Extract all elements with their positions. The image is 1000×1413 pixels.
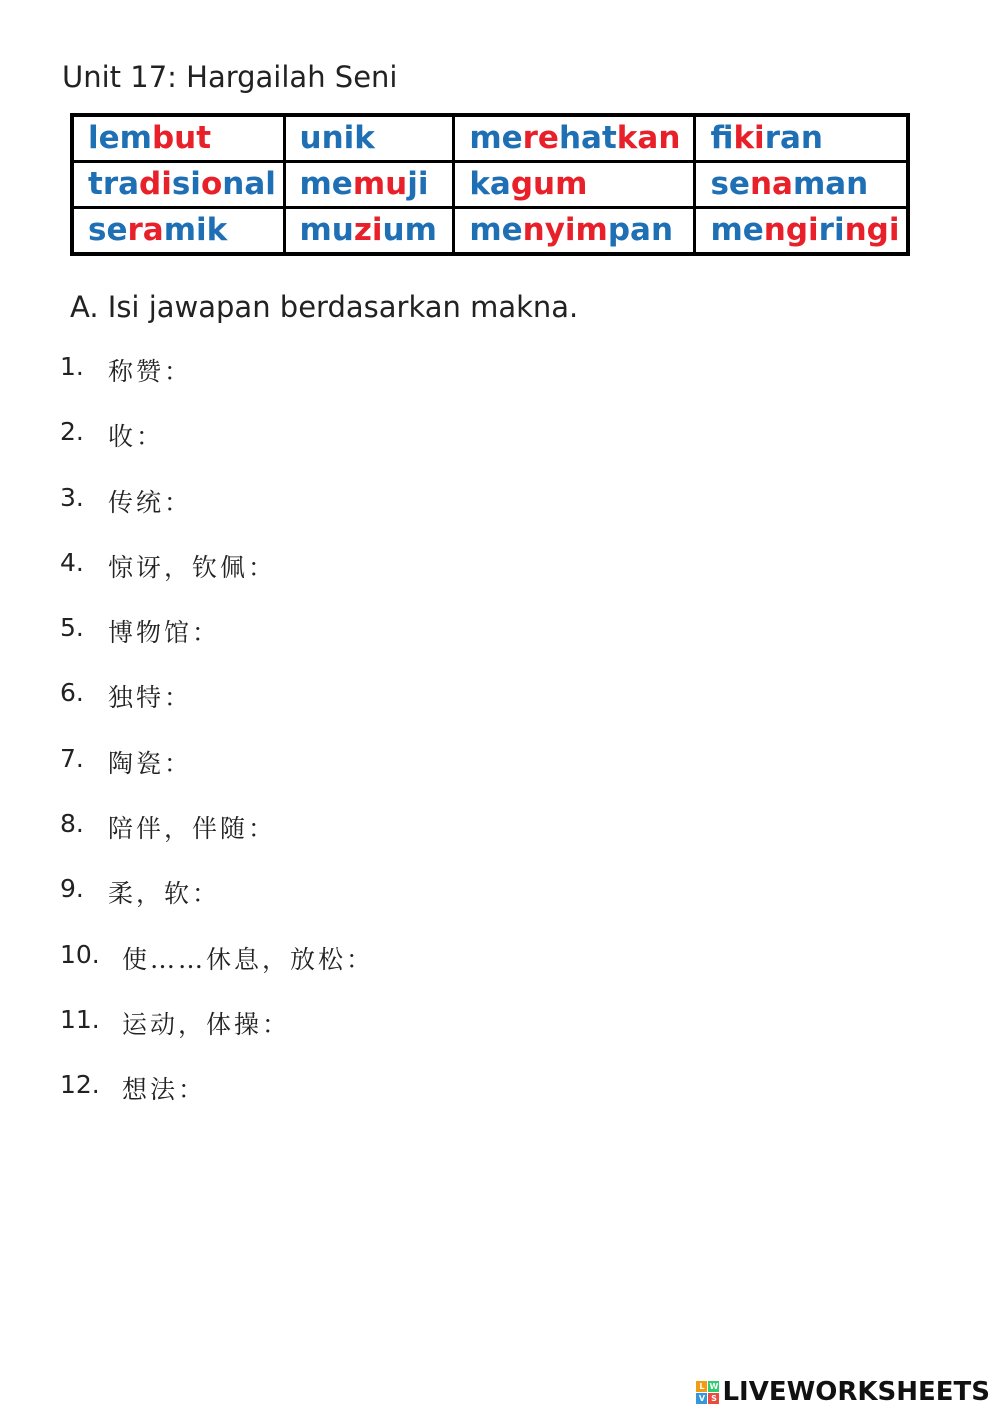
question-number: 3. — [60, 482, 84, 512]
question-prompt: 称赞： — [108, 357, 193, 386]
syllable: kan — [616, 120, 681, 156]
question-prompt: 独特： — [108, 683, 193, 713]
vocabulary-word — [454, 115, 695, 162]
syllable: o — [200, 166, 223, 202]
vocabulary-word — [695, 162, 908, 208]
syllable: ran — [764, 120, 823, 156]
syllable: di — [139, 166, 172, 202]
answer-field[interactable] — [192, 678, 492, 706]
syllable: unik — [299, 120, 375, 156]
syllable: ngi — [763, 212, 819, 248]
liveworksheets-logo — [696, 1377, 990, 1407]
question-number: 1. — [60, 352, 84, 381]
syllable: pan — [607, 212, 674, 248]
question-item — [60, 678, 674, 743]
vocabulary-word — [284, 115, 454, 162]
syllable: mu — [352, 166, 408, 202]
answer-field[interactable] — [220, 613, 520, 641]
vocabulary-word — [695, 115, 908, 162]
question-item — [60, 483, 674, 548]
syllable: hat — [558, 120, 617, 156]
syllable: lem — [88, 120, 152, 156]
syllable: ki — [733, 120, 765, 156]
syllable: ka — [469, 166, 511, 202]
question-number: 6. — [60, 678, 84, 708]
question-item — [60, 874, 674, 939]
answer-field[interactable] — [206, 1070, 506, 1098]
vocabulary-word — [284, 208, 454, 255]
logo-grid-icon: L W V S — [696, 1381, 719, 1404]
answer-field[interactable] — [220, 874, 520, 902]
question-item — [60, 352, 674, 417]
question-prompt: 使……休息，放松： — [122, 944, 375, 974]
syllable: re — [522, 120, 559, 156]
question-prompt: 柔，软： — [108, 879, 221, 909]
question-number: 7. — [60, 743, 84, 773]
logo-text: LIVEWORKSHEETS — [722, 1377, 990, 1407]
question-number: 12. — [60, 1070, 100, 1100]
syllable: um — [382, 212, 437, 248]
syllable: ri — [818, 212, 845, 248]
question-item — [60, 613, 674, 678]
question-prompt: 惊讶，钦佩： — [108, 552, 277, 582]
syllable: mu — [299, 212, 354, 248]
answer-field[interactable] — [164, 417, 464, 445]
syllable: na — [749, 166, 793, 202]
vocabulary-word — [284, 162, 454, 208]
question-number: 8. — [60, 809, 84, 839]
syllable: ngi — [844, 212, 900, 248]
question-item — [60, 417, 674, 482]
question-prompt: 博物馆： — [108, 618, 221, 648]
question-item — [60, 548, 674, 613]
syllable: nal — [222, 166, 276, 202]
question-prompt: 想法： — [122, 1075, 207, 1105]
syllable: me — [469, 120, 523, 156]
syllable: si — [171, 166, 201, 202]
syllable: gum — [510, 166, 588, 202]
syllable: zi — [353, 212, 383, 248]
vocabulary-table — [70, 113, 910, 256]
answer-field[interactable] — [192, 352, 492, 380]
answer-field[interactable] — [276, 809, 576, 837]
syllable: se — [710, 166, 750, 202]
answer-field[interactable] — [192, 483, 492, 511]
vocabulary-word — [72, 208, 284, 255]
vocabulary-word — [454, 208, 695, 255]
page-title: Unit 17: Hargailah Seni — [62, 60, 398, 94]
answer-field[interactable] — [290, 1005, 590, 1033]
question-prompt: 收： — [108, 422, 165, 452]
syllable: me — [469, 212, 523, 248]
question-number: 4. — [60, 547, 84, 577]
question-number: 2. — [60, 417, 84, 447]
syllable: se — [88, 212, 128, 248]
syllable: mik — [163, 212, 228, 248]
syllable: me — [710, 212, 764, 248]
syllable: ji — [407, 166, 429, 202]
syllable: ra — [127, 212, 164, 248]
table-row — [72, 162, 908, 208]
question-item — [60, 809, 674, 874]
vocabulary-word — [72, 115, 284, 162]
question-list — [60, 352, 674, 1136]
question-number: 9. — [60, 874, 84, 904]
question-item — [60, 1070, 674, 1135]
question-number: 5. — [60, 613, 84, 643]
table-row — [72, 208, 908, 255]
syllable: but — [151, 120, 212, 156]
table-row — [72, 115, 908, 162]
answer-field[interactable] — [276, 548, 576, 576]
question-item — [60, 940, 674, 1005]
question-item — [60, 1005, 674, 1070]
vocabulary-word — [454, 162, 695, 208]
answer-field[interactable] — [192, 744, 492, 772]
syllable: man — [792, 166, 869, 202]
question-prompt: 陪伴，伴随： — [108, 814, 277, 844]
question-number: 10. — [60, 939, 100, 969]
syllable: me — [299, 166, 353, 202]
question-prompt: 陶瓷： — [108, 748, 193, 778]
section-instruction: A. Isi jawapan berdasarkan makna. — [70, 290, 579, 324]
syllable: tra — [88, 166, 140, 202]
question-prompt: 传统： — [108, 487, 193, 517]
syllable: nyim — [522, 212, 608, 248]
question-item — [60, 744, 674, 809]
question-prompt: 运动，体操： — [122, 1009, 291, 1039]
syllable: fi — [710, 120, 734, 156]
question-number: 11. — [60, 1004, 100, 1034]
vocabulary-word — [695, 208, 908, 255]
vocabulary-word — [72, 162, 284, 208]
answer-field[interactable] — [374, 940, 674, 968]
